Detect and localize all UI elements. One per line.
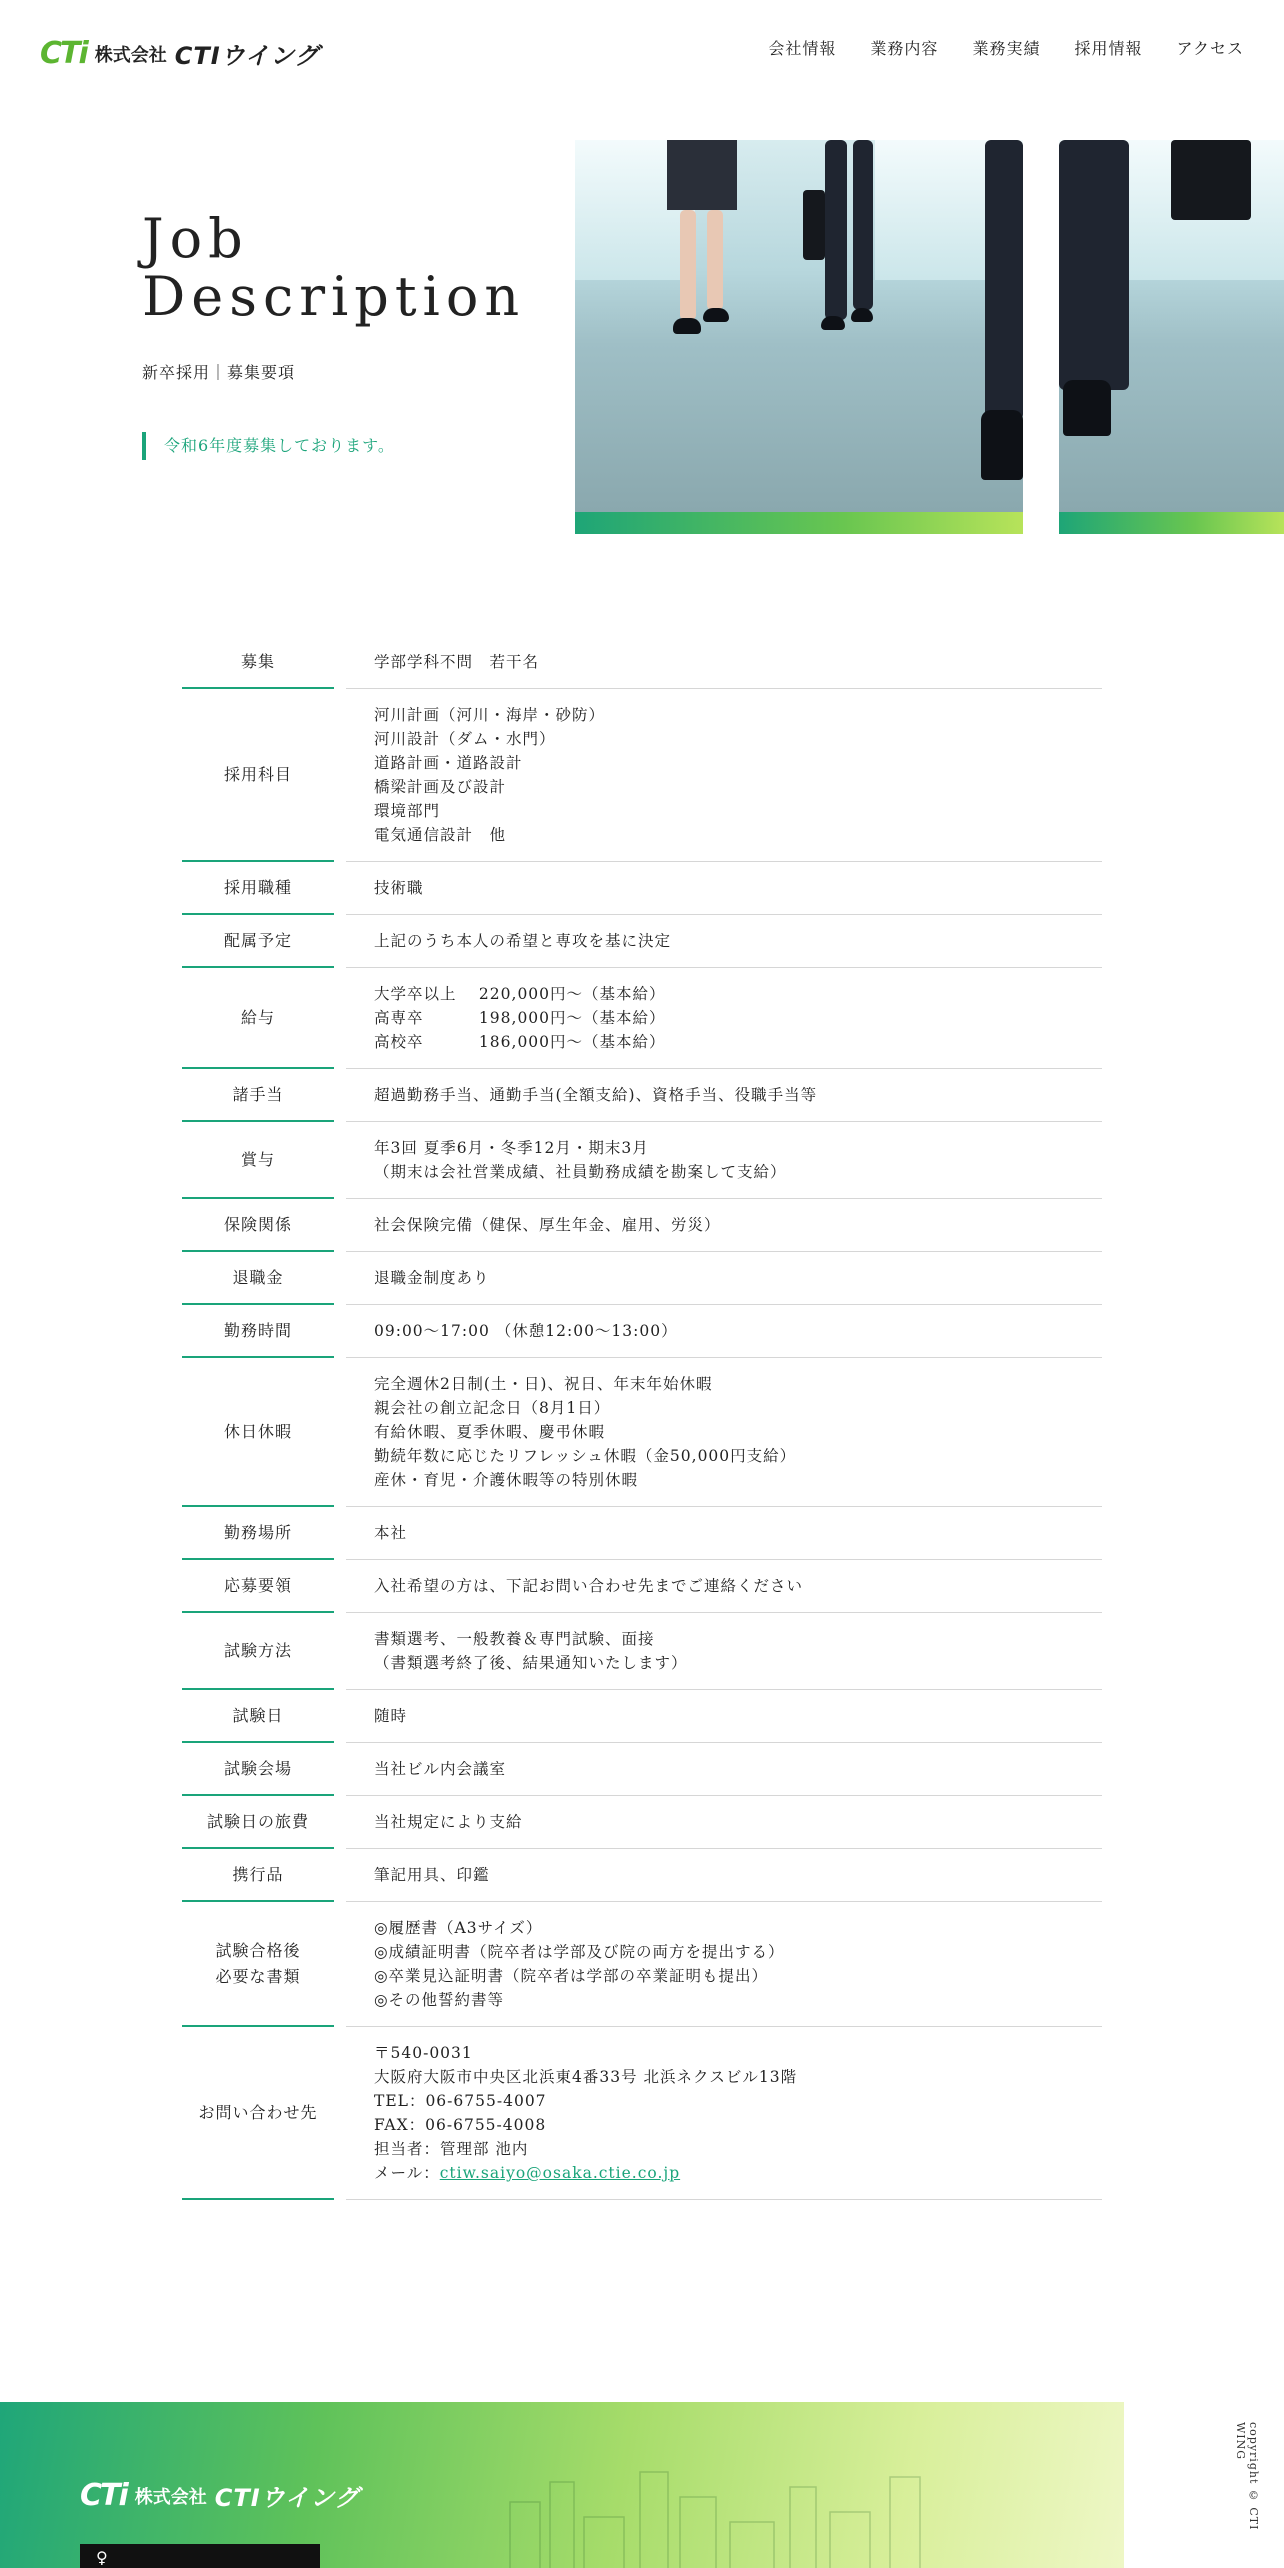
footer-contact-button[interactable]: ♀: [80, 2544, 320, 2568]
row-label: 募集: [182, 636, 334, 689]
walker-shoe: [851, 308, 873, 322]
nav-company[interactable]: 会社情報: [768, 39, 837, 58]
row-label: 勤務時間: [182, 1305, 334, 1358]
row-label: 採用職種: [182, 862, 334, 915]
cityscape-illustration: [500, 2462, 960, 2568]
site-footer: [0, 2402, 1124, 2568]
row-label: 応募要領: [182, 1560, 334, 1613]
page-subtitle: 新卒採用｜募集要項: [142, 363, 296, 382]
walker-leg: [1059, 140, 1129, 390]
table-row: [182, 1069, 1102, 1122]
row-label: 保険関係: [182, 1199, 334, 1252]
walker-shoe: [821, 316, 845, 330]
row-value: 筆記用具、印鑑: [346, 1849, 1102, 1902]
logo-brand: CTIウイング: [174, 42, 320, 70]
table-row: [182, 1560, 1102, 1613]
row-value: 上記のうち本人の希望と専攻を基に決定: [346, 915, 1102, 968]
row-value: 当社規定により支給: [346, 1796, 1102, 1849]
page-title-line1: Job: [142, 207, 249, 270]
row-label: お問い合わせ先: [182, 2027, 334, 2200]
table-row: [182, 862, 1102, 915]
walker-shoe: [1063, 380, 1111, 436]
row-label: 試験方法: [182, 1613, 334, 1690]
walker-bag: [1171, 140, 1251, 220]
nav-works[interactable]: 業務実績: [972, 39, 1041, 58]
logo-company: 株式会社: [134, 2486, 207, 2508]
row-value: 本社: [346, 1507, 1102, 1560]
row-value: 超過勤務手当、通勤手当(全額支給)、資格手当、役職手当等: [346, 1069, 1102, 1122]
row-label: 採用科目: [182, 689, 334, 862]
row-value: 河川計画（河川・海岸・砂防） 河川設計（ダム・水門） 道路計画・道路設計 橋梁計画及び設計 環境部門 電気通信設計 他: [346, 689, 1102, 862]
copyright-text: copyright © CTI WING: [1234, 2422, 1260, 2531]
table-row: [182, 2027, 1102, 2200]
row-label: 試験日の旅費: [182, 1796, 334, 1849]
walker-leg: [680, 210, 696, 320]
row-label: 勤務場所: [182, 1507, 334, 1560]
footer-logo[interactable]: [80, 2478, 359, 2513]
walker-skirt: [667, 140, 737, 210]
walker-leg: [825, 140, 847, 320]
walker-leg: [707, 210, 723, 310]
photo-accent-bar: [575, 512, 1023, 534]
table-row: [182, 1690, 1102, 1743]
row-label: 試験日: [182, 1690, 334, 1743]
logo-mark: CTi: [40, 36, 87, 71]
row-value: 完全週休2日制(土・日)、祝日、年末年始休暇 親会社の創立記念日（8月1日） 有給休暇、夏季休暇、慶弔休暇 勤続年数に応じたリフレッシュ休暇（金50,000円支給） 産休・育児・介護休暇等の特別休暇: [346, 1358, 1102, 1507]
nav-access[interactable]: アクセス: [1176, 39, 1244, 58]
table-row: [182, 1199, 1102, 1252]
table-row: [182, 1358, 1102, 1507]
table-row: [182, 1902, 1102, 2027]
page-title: [142, 207, 526, 328]
logo-company: 株式会社: [94, 44, 167, 66]
recruit-note: 令和6年度募集しております。: [142, 432, 395, 460]
logo-brand: CTIウイング: [214, 2484, 360, 2512]
row-label: 配属予定: [182, 915, 334, 968]
row-value: 学部学科不問 若干名: [346, 636, 1102, 689]
row-label: 休日休暇: [182, 1358, 334, 1507]
row-label: 賞与: [182, 1122, 334, 1199]
row-label: 給与: [182, 968, 334, 1069]
table-row: [182, 1613, 1102, 1690]
hero-photo-scene: [575, 140, 1023, 512]
table-row: [182, 1796, 1102, 1849]
table-row: [182, 1122, 1102, 1199]
job-description-table: [182, 636, 1102, 2200]
row-value: 当社ビル内会議室: [346, 1743, 1102, 1796]
logo-mark: CTi: [80, 2478, 127, 2513]
walker-leg: [985, 140, 1023, 420]
walker-shoe: [703, 308, 729, 322]
walker-leg: [853, 140, 873, 310]
row-value: 09:00～17:00 （休憩12:00～13:00）: [346, 1305, 1102, 1358]
nav-recruit[interactable]: 採用情報: [1074, 39, 1143, 58]
row-label: 試験合格後 必要な書類: [182, 1902, 334, 2027]
site-header: [0, 0, 1284, 100]
row-label: 試験会場: [182, 1743, 334, 1796]
table-row: [182, 968, 1102, 1069]
walker-shoe: [981, 410, 1023, 480]
table-row: [182, 1252, 1102, 1305]
main-nav: [768, 36, 1244, 59]
table-row: [182, 1305, 1102, 1358]
row-value: 退職金制度あり: [346, 1252, 1102, 1305]
hero-photo-main: [575, 140, 1023, 534]
row-value: 大学卒以上 220,000円～（基本給） 高専卒 198,000円～（基本給） 高校卒 186,000円～（基本給）: [346, 968, 1102, 1069]
row-value: 入社希望の方は、下記お問い合わせ先までご連絡ください: [346, 1560, 1102, 1613]
table-row: [182, 1743, 1102, 1796]
row-label: 退職金: [182, 1252, 334, 1305]
walker-shoe: [673, 318, 701, 334]
row-value: 社会保険完備（健保、厚生年金、雇用、労災）: [346, 1199, 1102, 1252]
nav-services[interactable]: 業務内容: [870, 39, 939, 58]
table-row: [182, 915, 1102, 968]
row-value: 年3回 夏季6月・冬季12月・期末3月 （期末は会社営業成績、社員勤務成績を勘案して支給）: [346, 1122, 1102, 1199]
row-value: 技術職: [346, 862, 1102, 915]
mail-line: メール：ctiw.saiyo@osaka.ctie.co.jp: [374, 2164, 681, 2182]
hero-photo-scene: [1059, 140, 1284, 512]
table-row: [182, 689, 1102, 862]
row-value: 書類選考、一般教養＆専門試験、面接 （書類選考終了後、結果通知いたします）: [346, 1613, 1102, 1690]
row-label: 携行品: [182, 1849, 334, 1902]
row-label: 諸手当: [182, 1069, 334, 1122]
hero-photo-side: [1059, 140, 1284, 534]
site-logo[interactable]: [40, 36, 319, 71]
photo-accent-bar: [1059, 512, 1284, 534]
row-value: ◎履歴書（A3サイズ） ◎成績証明書（院卒者は学部及び院の両方を提出する） ◎卒業見込証明書（院卒者は学部の卒業証明も提出） ◎その他誓約書等: [346, 1902, 1102, 2027]
table-row: [182, 636, 1102, 689]
walker-bag: [803, 190, 825, 260]
contact-email-link[interactable]: ctiw.saiyo@osaka.ctie.co.jp: [439, 2164, 681, 2182]
table-row: [182, 1849, 1102, 1902]
table-row: [182, 1507, 1102, 1560]
row-value: 随時: [346, 1690, 1102, 1743]
row-value: 〒540-0031 大阪府大阪市中央区北浜東4番33号 北浜ネクスビル13階 TEL：06-6755-4007 FAX：06-6755-4008 担当者：管理部 池内 メール：ctiw.saiyo@osaka.ctie.co.jp: [346, 2027, 1102, 2200]
page-title-line2: Description: [142, 265, 526, 328]
